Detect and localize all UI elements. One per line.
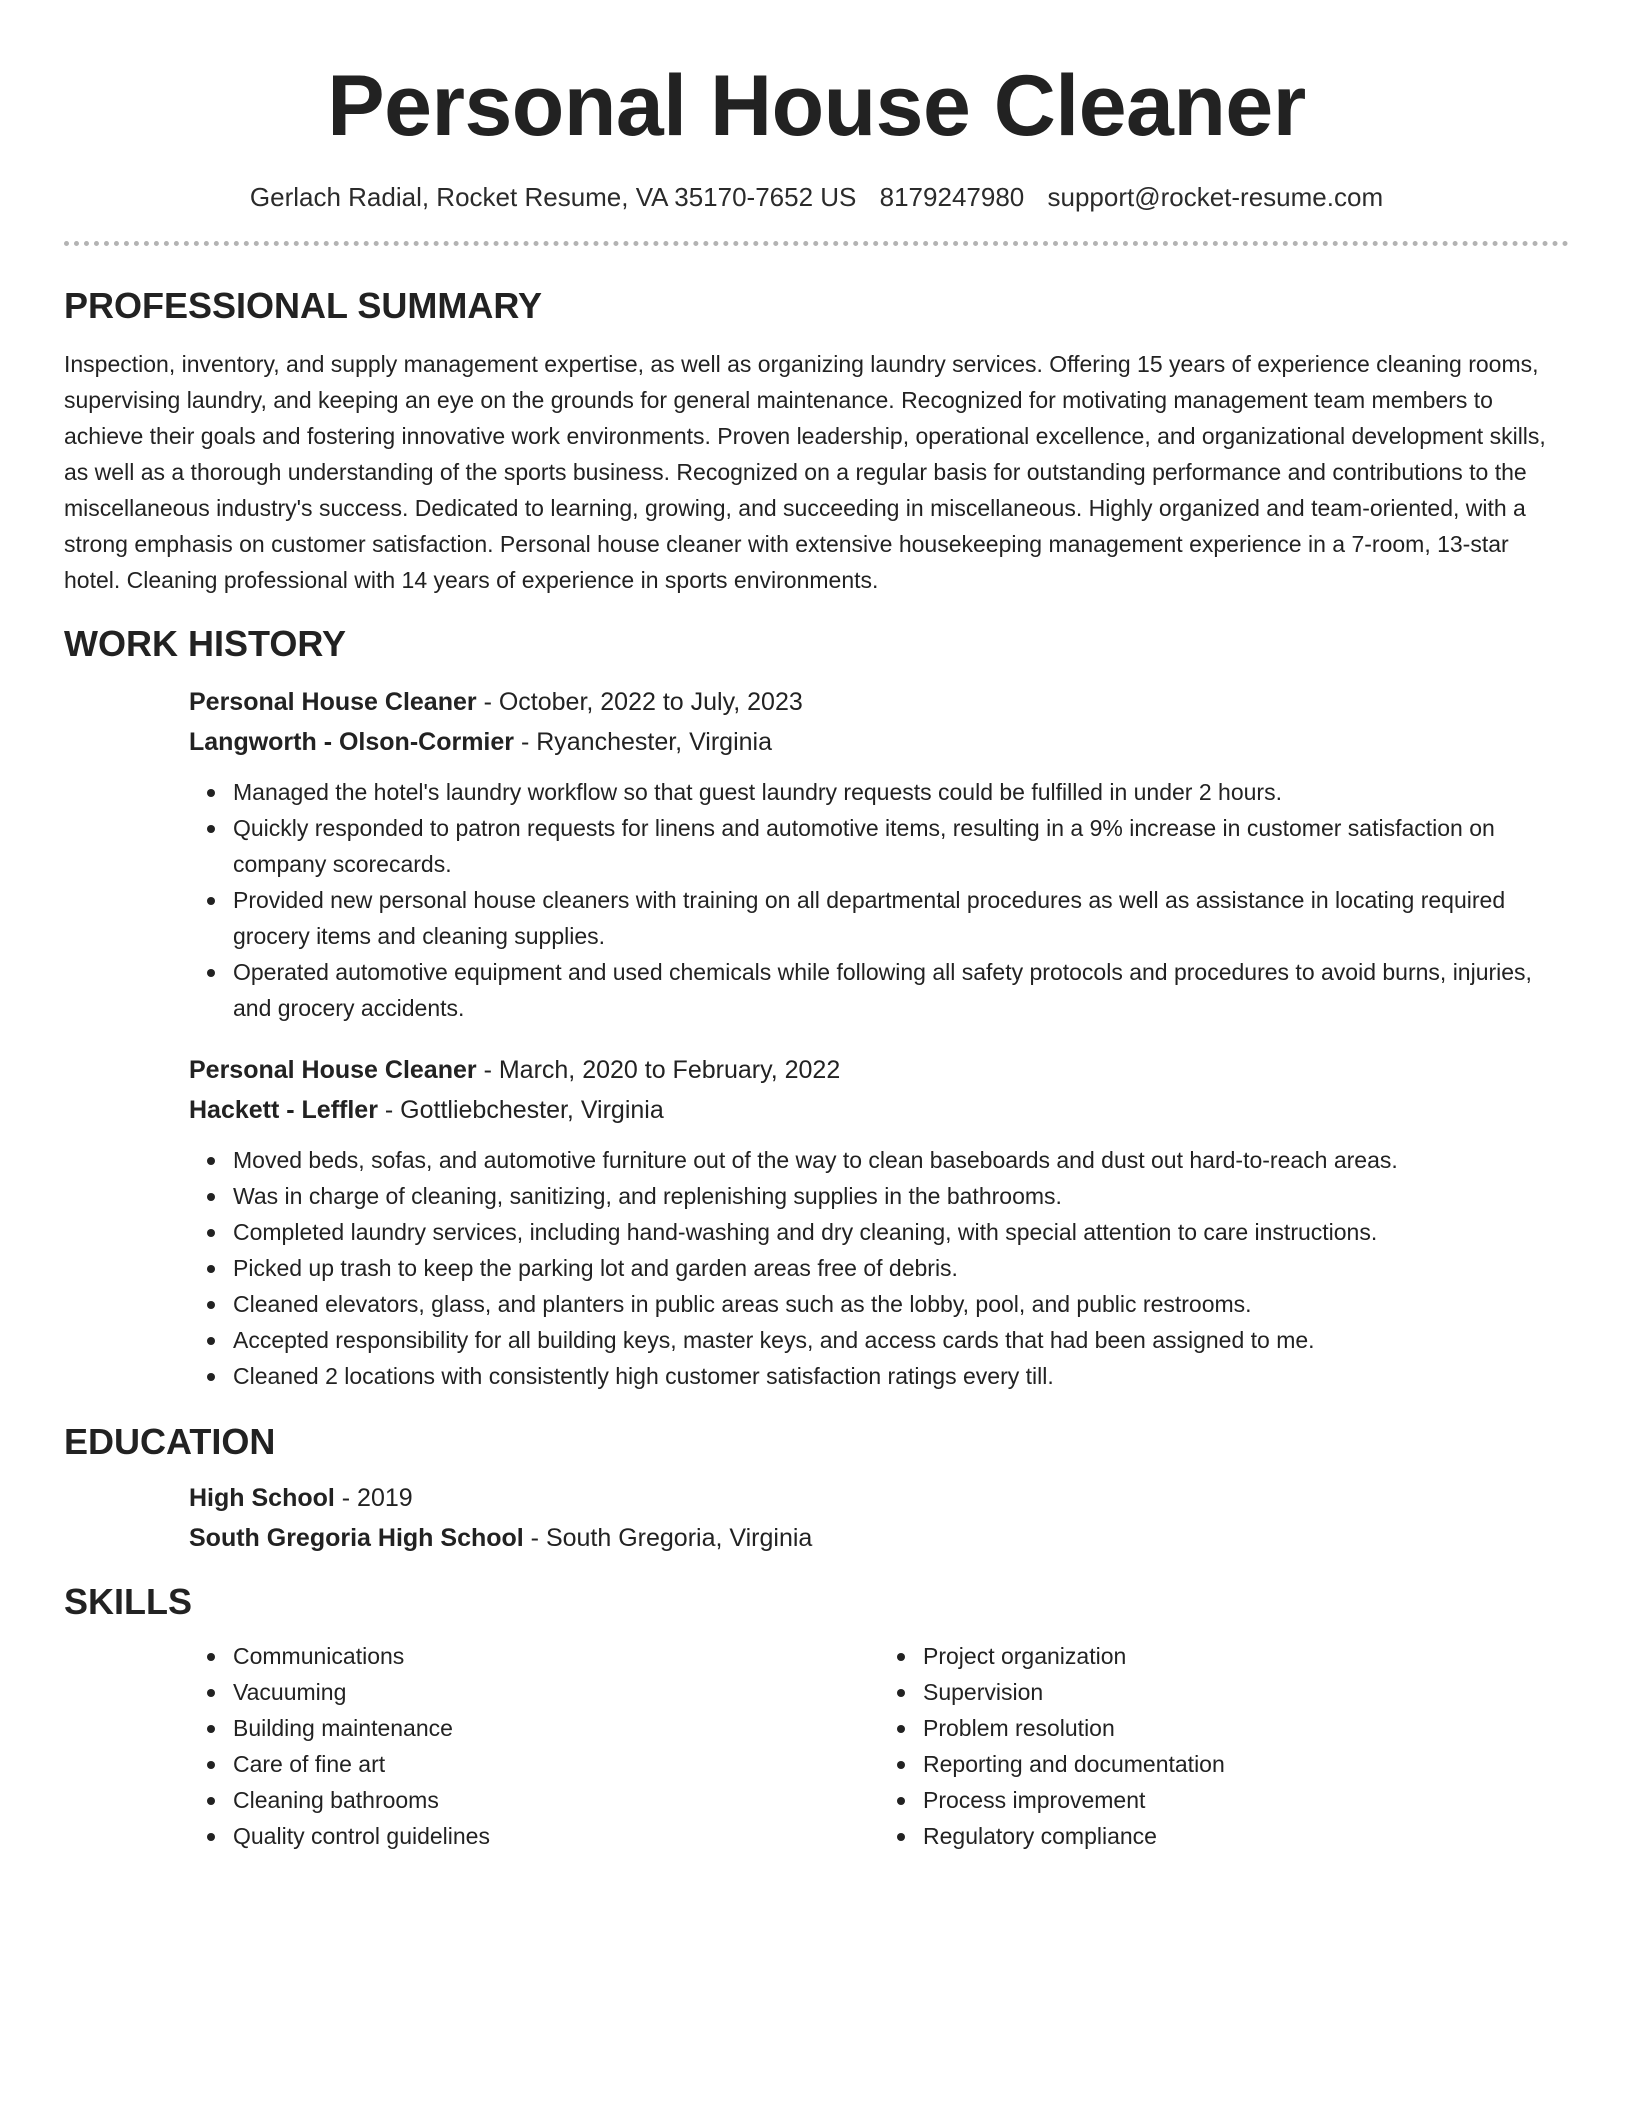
candidate-name: Personal House Cleaner <box>327 58 1306 154</box>
resume-page <box>64 0 1569 1854</box>
job-dates: - October, 2022 to July, 2023 <box>476 688 803 716</box>
skill-item: Reporting and documentation <box>923 1746 1569 1782</box>
job-company-line <box>189 1090 1569 1130</box>
skill-item: Supervision <box>923 1674 1569 1710</box>
skill-item: Project organization <box>923 1638 1569 1674</box>
education-school: South Gregoria High School <box>189 1524 524 1552</box>
skill-item: Building maintenance <box>233 1710 879 1746</box>
duty-item: Operated automotive equipment and used chemicals while following all safety protocols and procedures to avoid burns, injuries, and grocery accidents. <box>233 954 1569 1026</box>
job-title-line <box>189 1050 1569 1090</box>
job-location: - Ryanchester, Virginia <box>514 728 772 756</box>
skills-list-right <box>879 1638 1569 1854</box>
duty-item: Quickly responded to patron requests for linens and automotive items, resulting in a 9% increase in customer satisfaction on company scorecards. <box>233 810 1569 882</box>
skills-columns <box>189 1638 1569 1854</box>
skills-heading: SKILLS <box>64 1581 193 1622</box>
duty-item: Provided new personal house cleaners with training on all departmental procedures as well as assistance in locating required grocery items and cleaning supplies. <box>233 882 1569 954</box>
job-entry <box>189 682 1569 1026</box>
duty-item: Moved beds, sofas, and automotive furniture out of the way to clean baseboards and dust out hard-to-reach areas. <box>233 1142 1569 1178</box>
job-company: Langworth - Olson-Cormier <box>189 728 514 756</box>
education-entry <box>189 1478 1569 1558</box>
job-role: Personal House Cleaner <box>189 1056 477 1084</box>
job-company: Hackett - Leffler <box>189 1096 378 1124</box>
duty-item: Managed the hotel's laundry workflow so that guest laundry requests could be fulfilled in under 2 hours. <box>233 774 1569 810</box>
contact-line <box>64 180 1569 214</box>
duty-item: Cleaned 2 locations with consistently high customer satisfaction ratings every till. <box>233 1358 1569 1394</box>
job-duties <box>189 1142 1569 1394</box>
job-role: Personal House Cleaner <box>189 688 477 716</box>
education-location: - South Gregoria, Virginia <box>523 1524 813 1552</box>
job-duties <box>189 774 1569 1026</box>
skill-item: Quality control guidelines <box>233 1818 879 1854</box>
duty-item: Picked up trash to keep the parking lot and garden areas free of debris. <box>233 1250 1569 1286</box>
contact-phone: 8179247980 <box>879 182 1025 212</box>
education-degree: High School <box>189 1484 335 1512</box>
skill-item: Vacuuming <box>233 1674 879 1710</box>
skill-item: Care of fine art <box>233 1746 879 1782</box>
job-location: - Gottliebchester, Virginia <box>377 1096 664 1124</box>
skill-item: Problem resolution <box>923 1710 1569 1746</box>
duty-item: Cleaned elevators, glass, and planters in public areas such as the lobby, pool, and public restrooms. <box>233 1286 1569 1322</box>
skill-item: Process improvement <box>923 1782 1569 1818</box>
skill-item: Communications <box>233 1638 879 1674</box>
duty-item: Was in charge of cleaning, sanitizing, and replenishing supplies in the bathrooms. <box>233 1178 1569 1214</box>
education-school-line <box>189 1518 1569 1558</box>
skill-item: Regulatory compliance <box>923 1818 1569 1854</box>
job-entry <box>189 1050 1569 1394</box>
job-title-line <box>189 682 1569 722</box>
education-degree-line <box>189 1478 1569 1518</box>
contact-email: support@rocket-resume.com <box>1047 182 1384 212</box>
header-divider <box>64 241 1569 246</box>
education-heading: EDUCATION <box>64 1421 276 1462</box>
duty-item: Completed laundry services, including hand-washing and dry cleaning, with special attention to care instructions. <box>233 1214 1569 1250</box>
education-year: - 2019 <box>334 1484 413 1512</box>
summary-text: Inspection, inventory, and supply management expertise, as well as organizing laundry services. Offering 15 years of experience cleaning rooms, supervising laundry, and keeping an eye on the grounds for general maintenance. Recognized for motivating management team members to achieve their goals and fostering innovative work environments. Proven leadership, operational excellence, and organizational development skills, as well as a thorough understanding of the sports business. Recognized on a regular basis for outstanding performance and contributions to the miscellaneous industry's success. Dedicated to learning, growing, and succeeding in miscellaneous. Highly organized and team-oriented, with a strong emphasis on customer satisfaction. Personal house cleaner with extensive housekeeping management experience in a 7-room, 13-star hotel. Cleaning professional with 14 years of experience in sports environments. <box>64 351 1546 593</box>
job-dates: - March, 2020 to February, 2022 <box>476 1056 841 1084</box>
skills-list-left <box>189 1638 879 1854</box>
duty-item: Accepted responsibility for all building keys, master keys, and access cards that had been assigned to me. <box>233 1322 1569 1358</box>
skill-item: Cleaning bathrooms <box>233 1782 879 1818</box>
contact-address: Gerlach Radial, Rocket Resume, VA 35170-7652 US <box>249 182 857 212</box>
work-history-heading: WORK HISTORY <box>64 623 347 664</box>
job-company-line <box>189 722 1569 762</box>
summary-heading: PROFESSIONAL SUMMARY <box>64 285 543 326</box>
